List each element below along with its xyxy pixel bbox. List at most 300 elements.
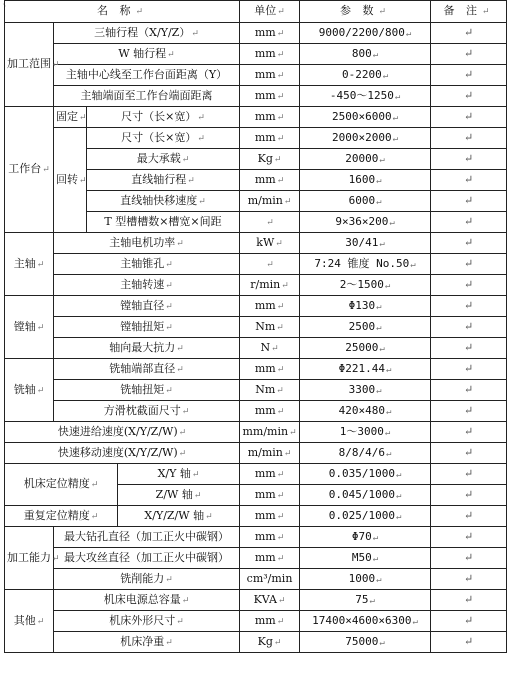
row-unit <box>240 338 300 359</box>
row-unit <box>240 191 300 212</box>
group-label-spindle <box>5 233 54 296</box>
paragraph-mark: ↵ <box>181 154 190 165</box>
row-unit <box>240 569 300 590</box>
row-unit <box>240 212 300 233</box>
paragraph-mark: ↵ <box>463 488 474 501</box>
paragraph-mark: ↵ <box>463 383 474 396</box>
paragraph-mark: ↵ <box>379 637 385 648</box>
paragraph-mark: ↵ <box>176 364 184 375</box>
row-name-text: 尺寸（长×宽） <box>121 130 197 144</box>
row-unit <box>240 44 300 65</box>
table-row <box>5 254 507 275</box>
paragraph-mark: ↵ <box>276 406 285 417</box>
row-unit <box>240 107 300 128</box>
row-value <box>300 86 431 107</box>
row-note <box>431 569 507 590</box>
row-note <box>431 464 507 485</box>
table-row <box>5 296 507 317</box>
row-value <box>300 401 431 422</box>
row-name-text: 最大承载 <box>136 151 181 165</box>
paragraph-mark: ↵ <box>36 385 45 396</box>
paragraph-mark: ↵ <box>412 616 418 627</box>
row-name-text: 尺寸（长×宽） <box>121 109 197 123</box>
row-value <box>300 275 431 296</box>
row-unit <box>240 359 300 380</box>
paragraph-mark: ↵ <box>463 89 474 102</box>
paragraph-mark: ↵ <box>276 91 285 102</box>
paragraph-mark: ↵ <box>463 131 474 144</box>
row-unit-text: m/min <box>247 445 283 459</box>
row-name-text: 三轴行程（X/Y/Z） <box>94 25 191 39</box>
paragraph-mark: ↵ <box>276 133 285 144</box>
row-value <box>300 338 431 359</box>
row-unit <box>240 149 300 170</box>
row-note <box>431 86 507 107</box>
row-name <box>54 254 240 275</box>
row-unit-text: cm³/min <box>246 572 293 585</box>
row-unit-text: mm <box>254 130 276 144</box>
row-note <box>431 191 507 212</box>
table-row <box>5 506 507 527</box>
table-row <box>5 86 507 107</box>
row-name <box>54 44 240 65</box>
row-name <box>54 548 240 569</box>
paragraph-mark: ↵ <box>376 175 382 186</box>
paragraph-mark: ↵ <box>372 49 379 60</box>
paragraph-mark: ↵ <box>463 551 474 564</box>
group-label-milling <box>5 359 54 422</box>
row-value <box>300 296 431 317</box>
row-value-text: 420×480 <box>338 403 386 417</box>
row-value-text: 0-2200 <box>341 67 382 81</box>
paragraph-mark: ↵ <box>463 68 474 81</box>
row-value <box>300 422 431 443</box>
paragraph-mark: ↵ <box>266 259 274 270</box>
row-name <box>5 443 240 464</box>
group-label-worktable <box>5 107 54 233</box>
row-value <box>300 632 431 653</box>
row-value-text: Φ221.44 <box>338 361 386 375</box>
row-unit <box>240 527 300 548</box>
row-note <box>431 128 507 149</box>
row-value-text: 0.045/1000 <box>328 487 395 501</box>
paragraph-mark: ↵ <box>276 532 285 543</box>
header-name-text: 名 称 <box>97 4 135 17</box>
row-name-text: T 型槽槽数×槽宽×间距 <box>104 215 222 228</box>
subgroup-label-fixed <box>54 107 87 128</box>
row-name <box>54 611 240 632</box>
row-note <box>431 548 507 569</box>
row-name <box>54 275 240 296</box>
paragraph-mark: ↵ <box>376 301 382 312</box>
row-note <box>431 23 507 44</box>
header-unit <box>240 1 300 23</box>
paragraph-mark: ↵ <box>165 259 173 270</box>
paragraph-mark: ↵ <box>178 427 187 438</box>
row-name <box>54 401 240 422</box>
row-unit-text: Nm <box>255 319 276 333</box>
table-row <box>5 23 507 44</box>
group-label-text: 重复定位精度 <box>23 508 90 522</box>
row-unit-text: mm <box>254 613 276 627</box>
row-value-text: -450～1250 <box>329 88 394 102</box>
row-note <box>431 170 507 191</box>
paragraph-mark: ↵ <box>378 7 391 17</box>
paragraph-mark: ↵ <box>176 343 184 354</box>
row-name-text: 快速移动速度(X/Y/Z/W) <box>57 445 178 459</box>
row-note <box>431 233 507 254</box>
row-value-text: 17400×4600×6300 <box>312 613 412 627</box>
row-value-text: 0.025/1000 <box>328 508 395 522</box>
row-name-text: X/Y/Z/W 轴 <box>144 508 205 522</box>
group-label-text: 加工能力 <box>7 550 51 564</box>
group-label-text: 铣轴 <box>13 382 36 396</box>
row-value-text: 25000 <box>345 340 379 354</box>
row-unit <box>240 254 300 275</box>
row-value <box>300 44 431 65</box>
header-row <box>5 1 507 23</box>
paragraph-mark: ↵ <box>276 322 284 333</box>
row-unit <box>240 233 300 254</box>
row-value <box>300 23 431 44</box>
paragraph-mark: ↵ <box>198 196 206 207</box>
row-name-text: 主轴锥孔 <box>120 256 165 270</box>
row-name-text: 直线轴行程 <box>131 172 187 186</box>
row-value-text: 75000 <box>345 634 379 648</box>
table-row <box>5 317 507 338</box>
row-note <box>431 590 507 611</box>
paragraph-mark: ↵ <box>369 595 375 606</box>
row-name-text: 主轴电机功率 <box>109 235 176 249</box>
paragraph-mark: ↵ <box>191 28 199 39</box>
paragraph-mark: ↵ <box>283 448 292 459</box>
spec-table <box>4 0 507 653</box>
paragraph-mark: ↵ <box>463 425 474 438</box>
paragraph-mark: ↵ <box>165 574 173 585</box>
row-unit-text: mm <box>254 46 276 60</box>
paragraph-mark: ↵ <box>205 511 213 522</box>
row-unit-text: mm <box>254 550 276 564</box>
row-value-text: Φ130 <box>348 298 376 312</box>
row-name-text: 主轴中心线至工作台面距离（Y） <box>65 68 228 81</box>
row-value <box>300 128 431 149</box>
subgroup-label-text: 回转 <box>56 172 78 186</box>
row-value <box>300 254 431 275</box>
row-name-text: 主轴端面至工作台端面距离 <box>80 89 213 102</box>
row-name-text: 镗轴扭矩 <box>120 319 165 333</box>
row-note <box>431 212 507 233</box>
row-value <box>300 485 431 506</box>
row-unit <box>240 65 300 86</box>
paragraph-mark: ↵ <box>273 637 282 648</box>
row-name <box>54 86 240 107</box>
row-name <box>87 128 240 149</box>
paragraph-mark: ↵ <box>276 553 285 564</box>
row-value-text: 3300 <box>348 382 376 396</box>
paragraph-mark: ↵ <box>165 637 173 648</box>
table-row <box>5 464 507 485</box>
group-label-repeat <box>5 506 118 527</box>
row-value-text: 9×36×200 <box>335 214 389 228</box>
paragraph-mark: ↵ <box>271 343 279 354</box>
row-value <box>300 611 431 632</box>
row-unit <box>240 548 300 569</box>
paragraph-mark: ↵ <box>165 385 173 396</box>
paragraph-mark: ↵ <box>276 469 285 480</box>
paragraph-mark: ↵ <box>372 553 379 564</box>
row-name <box>118 506 240 527</box>
row-value-text: 2～1500 <box>339 277 384 291</box>
paragraph-mark: ↵ <box>463 341 474 354</box>
row-unit <box>240 86 300 107</box>
row-value <box>300 506 431 527</box>
paragraph-mark: ↵ <box>395 469 402 480</box>
row-name <box>118 464 240 485</box>
row-unit-text: kW <box>256 235 275 249</box>
paragraph-mark: ↵ <box>193 490 202 501</box>
paragraph-mark: ↵ <box>463 320 474 333</box>
row-name-text: W 轴行程 <box>118 46 167 60</box>
paragraph-mark: ↵ <box>181 406 190 417</box>
row-unit-text: Nm <box>255 382 276 396</box>
row-value <box>300 191 431 212</box>
row-name <box>54 569 240 590</box>
paragraph-mark: ↵ <box>463 446 474 459</box>
paragraph-mark: ↵ <box>410 259 416 270</box>
row-note <box>431 485 507 506</box>
paragraph-mark: ↵ <box>463 194 474 207</box>
paragraph-mark: ↵ <box>463 215 474 228</box>
paragraph-mark: ↵ <box>276 511 285 522</box>
row-note <box>431 359 507 380</box>
row-unit <box>240 611 300 632</box>
paragraph-mark: ↵ <box>176 238 184 249</box>
paragraph-mark: ↵ <box>463 530 474 543</box>
group-label-boring <box>5 296 54 359</box>
row-unit-text: Kg <box>257 151 273 165</box>
row-unit <box>240 422 300 443</box>
table-row <box>5 632 507 653</box>
paragraph-mark: ↵ <box>463 278 474 291</box>
paragraph-mark: ↵ <box>266 217 274 228</box>
paragraph-mark: ↵ <box>376 196 382 207</box>
paragraph-mark: ↵ <box>384 280 391 291</box>
row-unit-text: mm <box>254 529 276 543</box>
table-row <box>5 65 507 86</box>
paragraph-mark: ↵ <box>482 7 494 17</box>
row-note <box>431 317 507 338</box>
group-label-text: 主轴 <box>13 256 36 270</box>
paragraph-mark: ↵ <box>276 70 285 81</box>
paragraph-mark: ↵ <box>181 595 190 606</box>
row-note <box>431 149 507 170</box>
paragraph-mark: ↵ <box>379 238 385 249</box>
row-name <box>54 317 240 338</box>
header-notes-text: 备 注 <box>443 4 482 17</box>
paragraph-mark: ↵ <box>392 112 399 123</box>
table-row <box>5 569 507 590</box>
paragraph-mark: ↵ <box>276 364 285 375</box>
paragraph-mark: ↵ <box>276 616 285 627</box>
row-unit-text: mm <box>254 67 276 81</box>
paragraph-mark: ↵ <box>197 133 205 144</box>
paragraph-mark: ↵ <box>392 133 399 144</box>
row-unit-text: mm <box>254 403 276 417</box>
row-name-text: 机床净重 <box>120 634 165 648</box>
group-label-range <box>5 23 60 107</box>
row-note <box>431 401 507 422</box>
row-note <box>431 254 507 275</box>
paragraph-mark: ↵ <box>463 509 474 522</box>
paragraph-mark: ↵ <box>463 236 474 249</box>
group-label-other <box>5 590 54 653</box>
row-value <box>300 569 431 590</box>
paragraph-mark: ↵ <box>277 595 286 606</box>
paragraph-mark: ↵ <box>52 60 60 70</box>
row-unit <box>240 380 300 401</box>
table-row <box>5 44 507 65</box>
row-note <box>431 44 507 65</box>
row-name <box>5 422 240 443</box>
row-name <box>54 296 240 317</box>
paragraph-mark: ↵ <box>165 280 173 291</box>
row-value <box>300 443 431 464</box>
row-unit-text: mm <box>254 361 276 375</box>
row-name <box>54 380 240 401</box>
paragraph-mark: ↵ <box>52 553 60 564</box>
group-label-text: 加工范围 <box>7 57 51 70</box>
paragraph-mark: ↵ <box>386 406 392 417</box>
row-name-text: 镗轴直径 <box>120 298 165 312</box>
table-row <box>5 527 507 548</box>
row-note <box>431 527 507 548</box>
row-value <box>300 107 431 128</box>
table-row <box>5 443 507 464</box>
group-label-text: 镗轴 <box>13 319 36 333</box>
paragraph-mark: ↵ <box>176 616 184 627</box>
paragraph-mark: ↵ <box>90 480 99 490</box>
header-unit-text: 单位 <box>254 4 277 17</box>
paragraph-mark: ↵ <box>384 427 391 438</box>
row-unit <box>240 296 300 317</box>
paragraph-mark: ↵ <box>395 511 402 522</box>
paragraph-mark: ↵ <box>276 112 285 123</box>
row-name <box>54 632 240 653</box>
table-row <box>5 233 507 254</box>
row-value <box>300 359 431 380</box>
row-unit <box>240 128 300 149</box>
subgroup-label-text: 固定 <box>56 109 78 123</box>
row-value-text: 7:24 锥度 No.50 <box>314 256 410 270</box>
row-unit-text: mm <box>254 25 276 39</box>
row-name <box>54 527 240 548</box>
row-name <box>118 485 240 506</box>
row-unit-text: mm <box>254 109 276 123</box>
row-name <box>54 233 240 254</box>
paragraph-mark: ↵ <box>276 490 285 501</box>
paragraph-mark: ↵ <box>379 154 385 165</box>
row-value <box>300 548 431 569</box>
paragraph-mark: ↵ <box>36 322 45 333</box>
row-name-text: Z/W 轴 <box>155 487 193 501</box>
header-params-text: 参 数 <box>340 4 378 17</box>
paragraph-mark: ↵ <box>379 343 385 354</box>
row-note <box>431 611 507 632</box>
row-name-text: 直线轴快移速度 <box>120 193 198 207</box>
row-name-text: 铣削能力 <box>120 571 165 585</box>
row-name <box>87 107 240 128</box>
row-value-text: 8/8/4/6 <box>338 445 386 459</box>
paragraph-mark: ↵ <box>463 152 474 165</box>
row-note <box>431 443 507 464</box>
paragraph-mark: ↵ <box>79 112 87 123</box>
row-note <box>431 632 507 653</box>
table-row <box>5 338 507 359</box>
paragraph-mark: ↵ <box>405 28 412 39</box>
row-unit <box>240 632 300 653</box>
row-value-text: 75 <box>355 592 369 606</box>
paragraph-mark: ↵ <box>42 165 50 175</box>
paragraph-mark: ↵ <box>382 70 389 81</box>
group-label-text: 其他 <box>13 613 36 627</box>
header-name <box>5 1 240 23</box>
row-unit-text: mm/min <box>242 424 289 438</box>
paragraph-mark: ↵ <box>165 322 173 333</box>
row-value <box>300 317 431 338</box>
table-anchor-mark: ヽ <box>0 1 8 10</box>
paragraph-mark: ↵ <box>463 47 474 60</box>
row-unit <box>240 485 300 506</box>
row-unit-text: mm <box>254 466 276 480</box>
row-note <box>431 422 507 443</box>
subgroup-label-rotary <box>54 128 87 233</box>
paragraph-mark: ↵ <box>386 448 392 459</box>
row-unit <box>240 443 300 464</box>
row-value-text: M50 <box>351 550 372 564</box>
row-value-text: 2500×6000 <box>332 109 392 123</box>
paragraph-mark: ↵ <box>273 154 282 165</box>
paragraph-mark: ↵ <box>376 385 382 396</box>
paragraph-mark: ↵ <box>463 635 474 648</box>
row-name-text: 最大钻孔直径（加工正火中碳钢） <box>64 530 230 543</box>
row-unit <box>240 506 300 527</box>
row-unit <box>240 464 300 485</box>
paragraph-mark: ↵ <box>277 7 285 17</box>
table-row <box>5 548 507 569</box>
paragraph-mark: ↵ <box>275 238 283 249</box>
paragraph-mark: ↵ <box>79 175 87 186</box>
paragraph-mark: ↵ <box>178 448 187 459</box>
row-unit-text: mm <box>254 298 276 312</box>
table-row <box>5 107 507 128</box>
row-value-text: 2500 <box>348 319 376 333</box>
row-name-text: 机床电源总容量 <box>103 592 181 606</box>
row-name <box>87 191 240 212</box>
paragraph-mark: ↵ <box>463 173 474 186</box>
row-note <box>431 65 507 86</box>
row-value-text: 1000 <box>348 571 376 585</box>
row-value <box>300 527 431 548</box>
paragraph-mark: ↵ <box>135 7 148 17</box>
paragraph-mark: ↵ <box>463 26 474 39</box>
row-name <box>87 212 240 233</box>
row-unit-text: mm <box>254 508 276 522</box>
row-unit <box>240 401 300 422</box>
row-unit-text: r/min <box>250 277 281 291</box>
row-value-text: Φ70 <box>351 529 372 543</box>
table-row <box>5 128 507 149</box>
table-row <box>5 359 507 380</box>
